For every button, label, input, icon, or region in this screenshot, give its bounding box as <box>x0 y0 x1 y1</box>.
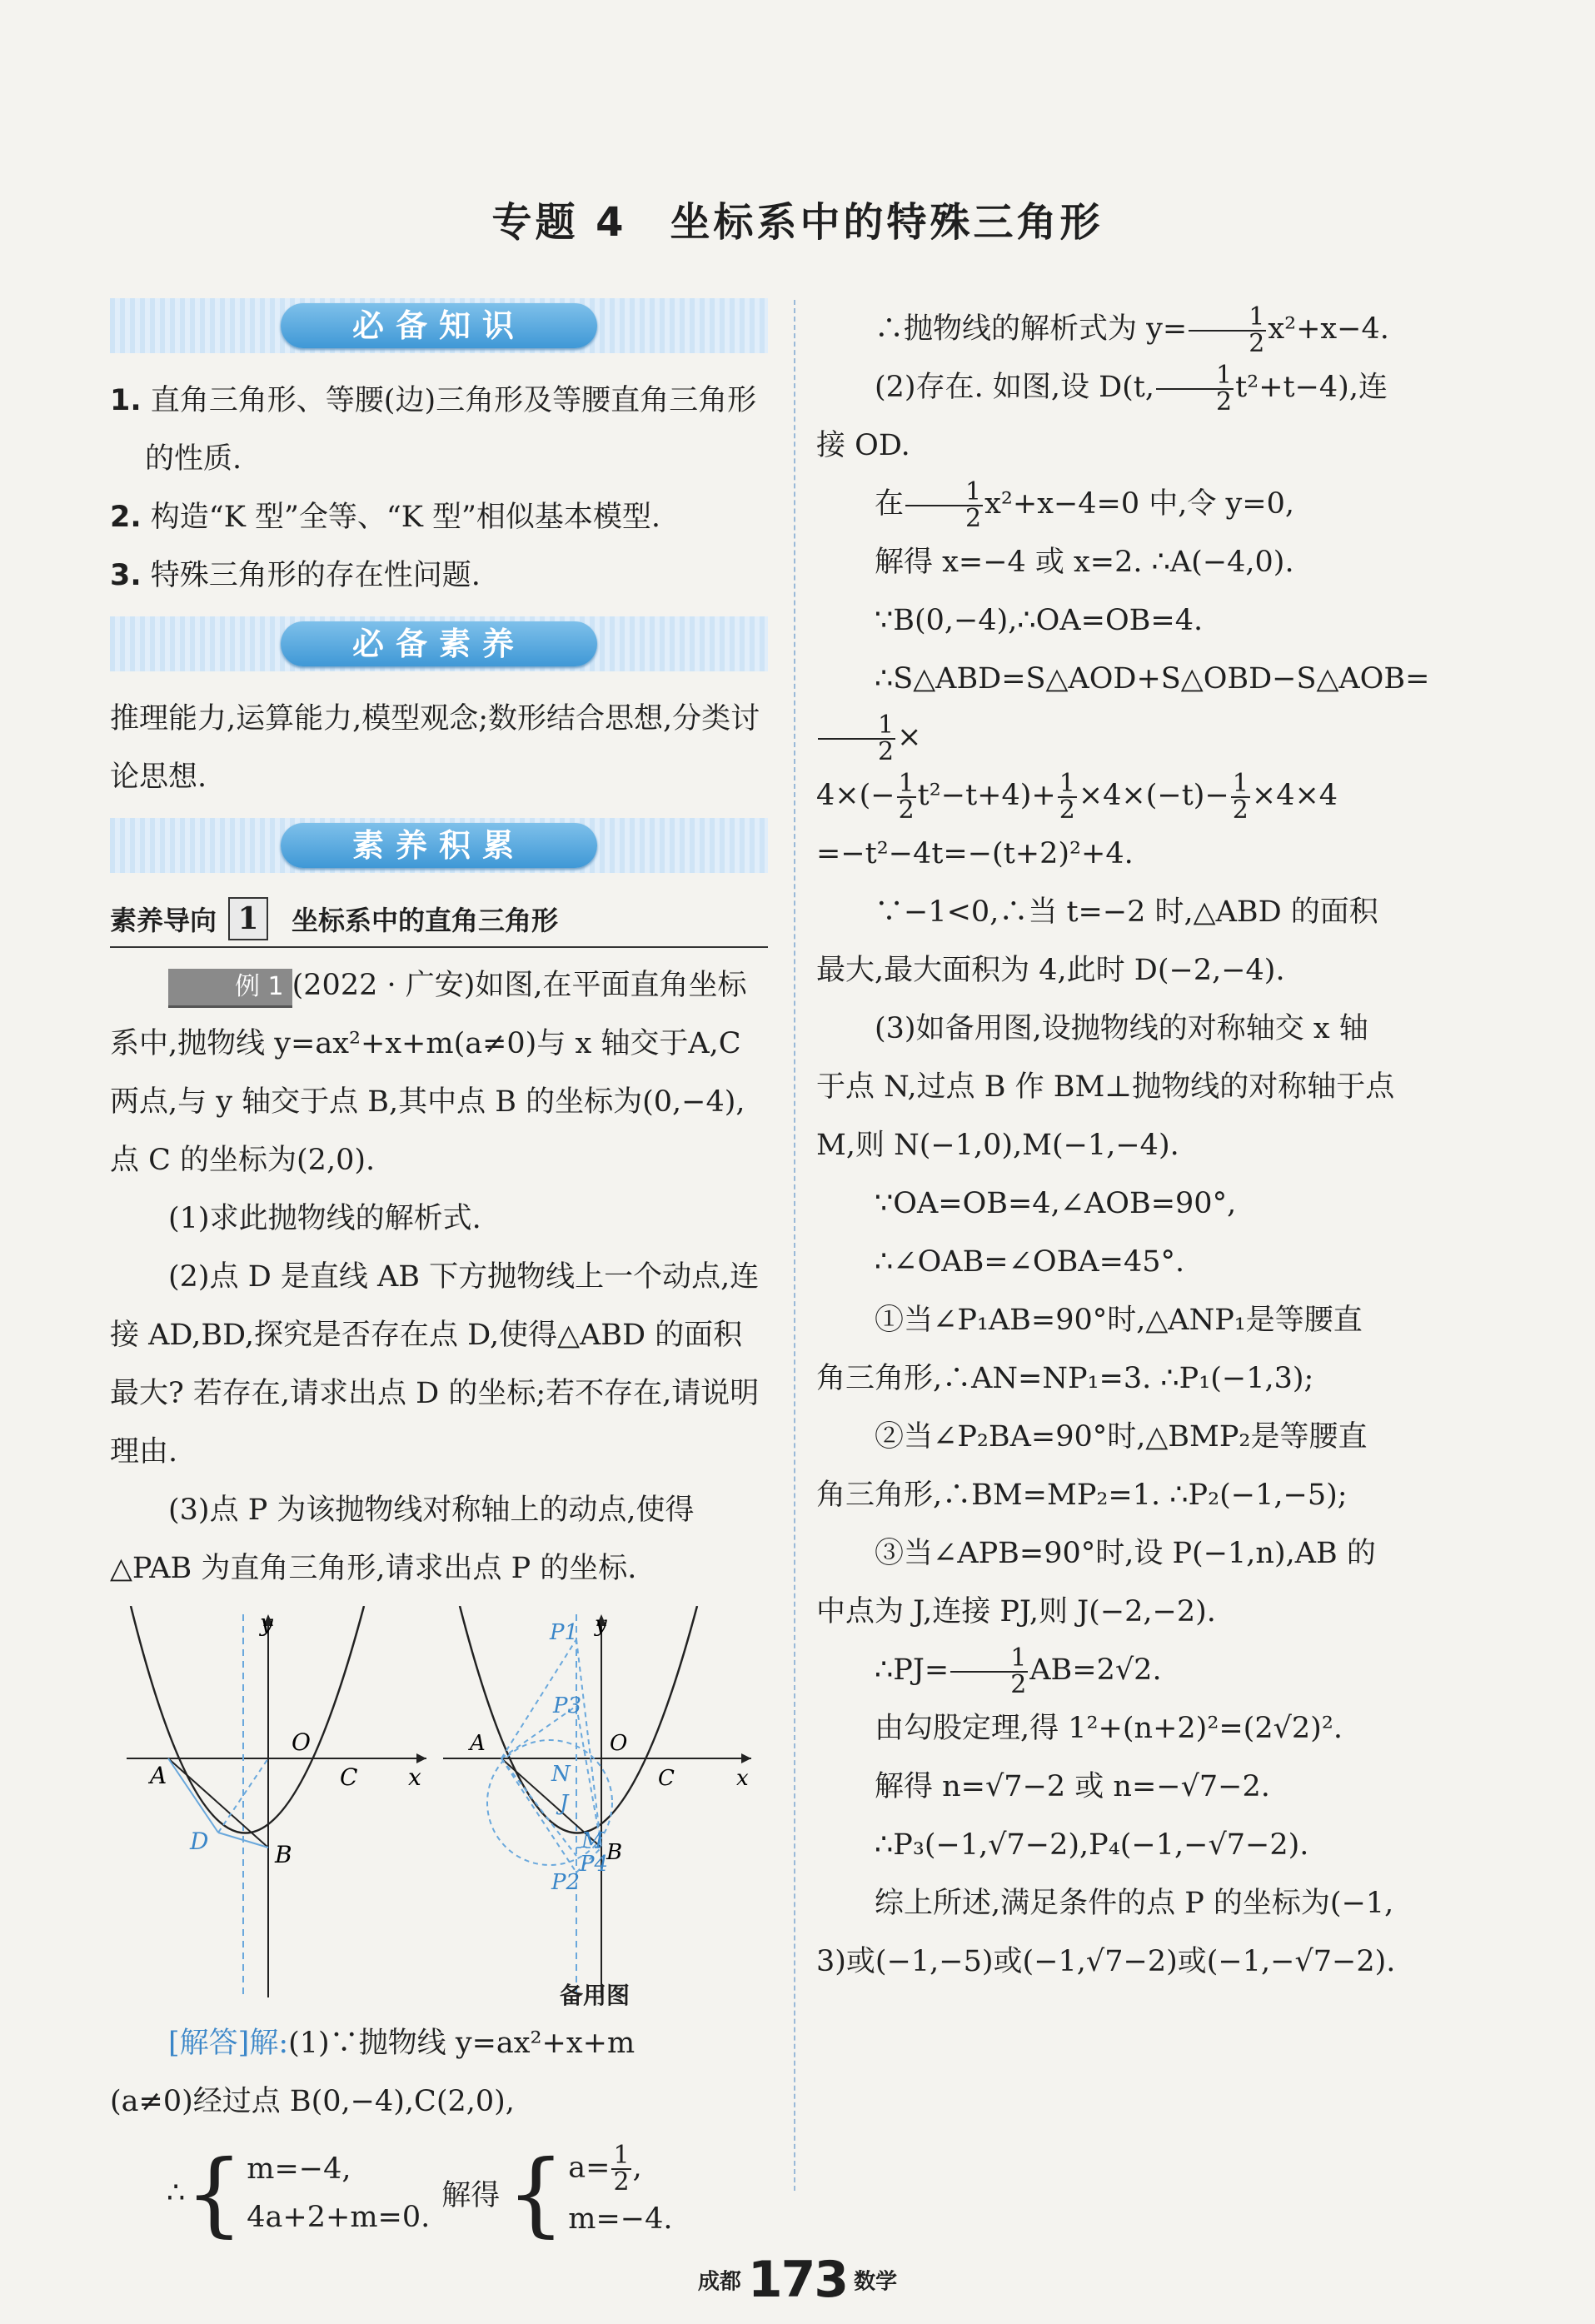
sol-line: 解得 x=−4 或 x=2. ∴A(−4,0). <box>875 546 1294 579</box>
fig2-label-M: M <box>581 1828 604 1853</box>
right-column <box>816 300 1483 1991</box>
answer-solve-label: 解: <box>249 2027 289 2060</box>
fraction-denominator: 2 <box>965 503 982 533</box>
sol-text: t²−t+4)+ <box>917 779 1056 812</box>
sol-text: ∴PJ= <box>875 1653 950 1687</box>
therefore-symbol: ∴ <box>167 2177 186 2210</box>
sol-text: t²+t−4),连 <box>1235 371 1388 404</box>
fraction <box>611 2143 631 2195</box>
banner-accumulation-label: 素养积累 <box>281 823 597 868</box>
sol-line: 中点为 J,连接 PJ,则 J(−2,−2). <box>816 1595 1216 1628</box>
guide-title: 坐标系中的直角三角形 <box>292 905 559 936</box>
equation-system <box>167 2131 768 2256</box>
fig2-label-O: O <box>610 1731 628 1756</box>
fig1-label-O: O <box>292 1728 311 1756</box>
sol-line: ∵B(0,−4),∴OA=OB=4. <box>875 604 1204 637</box>
fraction <box>818 710 895 766</box>
guide-label: 素养导向 <box>110 905 217 936</box>
fig1-label-C: C <box>340 1763 358 1791</box>
banner-knowledge <box>110 298 768 353</box>
sol-line: 解得 n=√7−2 或 n=−√7−2. <box>875 1770 1270 1803</box>
sol-text: 在 <box>875 487 905 521</box>
fig1-label-x: x <box>408 1763 421 1791</box>
figures <box>110 1598 768 2014</box>
knowledge-item <box>110 372 768 488</box>
fig1-label-A: A <box>150 1762 167 1789</box>
x-axis-arrow <box>741 1753 751 1763</box>
knowledge-item-number: 1. <box>110 384 142 417</box>
page-footer <box>0 2251 1595 2309</box>
footer-left: 成都 <box>697 2269 741 2295</box>
system-eq-1: m=−4, <box>247 2152 351 2186</box>
system-right <box>568 2143 672 2243</box>
figure-2 <box>443 1606 751 1997</box>
fig1-label-D: D <box>190 1828 209 1855</box>
fraction-denominator: 2 <box>878 736 895 766</box>
fig2-label-P1: P1 <box>550 1620 579 1645</box>
example-tag: 例 1 <box>168 969 292 1008</box>
knowledge-item-text: 直角三角形、等腰(边)三角形及等腰直角三角形的性质. <box>145 384 757 476</box>
fraction-numerator: 1 <box>898 768 915 798</box>
sol-line: ①当∠P₁AB=90°时,△ANP₁是等腰直 <box>875 1304 1363 1337</box>
knowledge-item-text: 构造“K 型”全等、“K 型”相似基本模型. <box>150 501 661 534</box>
fraction <box>1058 768 1077 825</box>
fig2-label-y: y <box>595 1612 607 1637</box>
knowledge-item <box>110 488 768 546</box>
figure-1 <box>127 1606 426 1997</box>
sol-text: × <box>897 721 922 754</box>
fraction-numerator: 1 <box>905 480 983 506</box>
fraction-denominator: 2 <box>613 2167 630 2197</box>
fig2-label-A: A <box>470 1731 486 1756</box>
sol-line: =−t²−4t=−(t+2)²+4. <box>816 837 1134 870</box>
sol-text: AB=2√2. <box>1029 1653 1162 1687</box>
sol-line: ②当∠P₂BA=90°时,△BMP₂是等腰直 <box>875 1420 1368 1454</box>
fraction <box>897 768 916 825</box>
answer-line-1-text: (1)∵抛物线 y=ax²+x+m <box>288 2027 636 2060</box>
example-q1: (1)求此抛物线的解析式. <box>168 1202 481 1235</box>
answer-line-2: (a≠0)经过点 B(0,−4),C(2,0), <box>110 2085 515 2118</box>
fraction <box>1189 302 1266 358</box>
banner-knowledge-label: 必备知识 <box>281 303 597 348</box>
left-brace-icon: { <box>506 2140 566 2247</box>
sol-line: ∵OA=OB=4,∠AOB=90°, <box>875 1187 1237 1220</box>
answer-tag: [解答] <box>168 2027 250 2060</box>
sol-line: ③当∠APB=90°时,设 P(−1,n),AB 的 <box>875 1537 1376 1570</box>
sol-line: M,则 N(−1,0),M(−1,−4). <box>816 1129 1179 1162</box>
x-axis-arrow <box>416 1753 426 1763</box>
fraction <box>1231 768 1250 825</box>
figure-caption: 备用图 <box>560 1982 631 2009</box>
system-sol-1: a= $\frac{1}{2}$ , <box>568 2141 642 2197</box>
fraction-denominator: 2 <box>1249 328 1265 358</box>
fig2-label-B: B <box>606 1840 623 1865</box>
banner-accumulation <box>110 818 768 873</box>
sol-line <box>816 766 1483 825</box>
sol-text: (2)存在. 如图,设 D(t, <box>875 371 1154 404</box>
fig1-label-y: y <box>260 1609 273 1637</box>
sol-line: 接 OD. <box>816 429 910 462</box>
fraction <box>950 1643 1028 1699</box>
knowledge-item-number: 2. <box>110 501 142 534</box>
segment-BP3 <box>576 1706 601 1848</box>
fig2-label-P4: P4 <box>580 1852 609 1877</box>
fraction-numerator: 1 <box>950 1646 1028 1673</box>
fraction <box>1156 360 1234 416</box>
left-column <box>110 292 768 2256</box>
guide-heading <box>110 891 768 948</box>
sol-line: ∴∠OAB=∠OBA=45°. <box>875 1245 1185 1279</box>
sol-line <box>816 300 1483 358</box>
knowledge-item <box>110 546 768 605</box>
sol-line: 综上所述,满足条件的点 P 的坐标为(−1, <box>875 1887 1394 1920</box>
example-q2: (2)点 D 是直线 AB 下方抛物线上一个动点,连接 AD,BD,探究是否存在点 D,使得△ABD 的面积最大? 若存在,请求出点 D 的坐标;若不存在,请说明理由. <box>110 1260 760 1469</box>
answer-line-1 <box>110 2014 768 2072</box>
segment-BP1 <box>576 1639 601 1848</box>
fig2-label-P2: P2 <box>551 1870 581 1895</box>
fig2-label-J: J <box>560 1791 569 1816</box>
parabola <box>131 1606 364 1833</box>
sol-line: 3)或(−1,−5)或(−1,√7−2)或(−1,−√7−2). <box>816 1945 1396 1978</box>
fraction-numerator: 1 <box>1059 768 1075 798</box>
sol-line <box>816 475 1483 533</box>
knowledge-item-text: 特殊三角形的存在性问题. <box>150 559 481 592</box>
literacy-text: 推理能力,运算能力,模型观念;数形结合思想,分类讨论思想. <box>110 702 760 794</box>
system-eq-2: 4a+2+m=0. <box>247 2201 431 2234</box>
sol-text: ∴S△ABD=S△AOD+S△OBD−S△AOB= <box>875 662 1430 696</box>
solve-word: 解得 <box>441 2179 501 2212</box>
fraction-numerator: 1 <box>1189 305 1266 332</box>
system-sol-2: m=−4. <box>568 2202 673 2236</box>
fraction-numerator: 1 <box>818 713 895 740</box>
fig2-label-x: x <box>736 1766 749 1791</box>
fig2-label-N: N <box>551 1762 571 1787</box>
fraction-numerator: 1 <box>1156 363 1234 390</box>
knowledge-item-number: 3. <box>110 559 142 592</box>
system-left <box>247 2145 430 2242</box>
sol-line: 由勾股定理,得 1²+(n+2)²=(2√2)². <box>875 1712 1343 1745</box>
fraction-numerator: 1 <box>613 2141 630 2170</box>
left-brace-icon: { <box>185 2140 244 2247</box>
fig2-label-C: C <box>658 1766 675 1791</box>
parabola-figures <box>110 1606 768 2022</box>
sol-line: ∴P₃(−1,√7−2),P₄(−1,−√7−2). <box>875 1828 1309 1862</box>
sol-line <box>816 1641 1483 1699</box>
sol-line <box>816 650 1483 766</box>
page-number: 173 <box>747 2251 848 2309</box>
fraction <box>905 476 983 533</box>
fraction-denominator: 2 <box>1010 1669 1027 1699</box>
example-intro-text: (2022 · 广安)如图,在平面直角坐标系中,抛物线 y=ax²+x+m(a≠0)与 x 轴交于A,C 两点,与 y 轴交于点 B,其中点 B 的坐标为(0,−4),点 C 的坐标为(2,0). <box>110 969 747 1177</box>
sol-line: 最大,最大面积为 4,此时 D(−2,−4). <box>816 954 1285 987</box>
sol-line: 于点 N,过点 B 作 BM⊥抛物线的对称轴于点 <box>816 1070 1395 1104</box>
sol-text: ×4×(−t)− <box>1078 779 1229 812</box>
footer-right: 数学 <box>854 2269 898 2295</box>
fraction-denominator: 2 <box>1059 795 1075 825</box>
example-q3: (3)点 P 为该抛物线对称轴上的动点,使得△PAB 为直角三角形,请求出点 P 的坐标. <box>110 1494 695 1585</box>
sol-line: 角三角形,∴BM=MP₂=1. ∴P₂(−1,−5); <box>816 1479 1348 1512</box>
fig1-label-B: B <box>275 1841 292 1868</box>
sol-text: 4×(− <box>816 779 895 812</box>
sol-text: x²+x−4=0 中,令 y=0, <box>984 487 1295 521</box>
sol-text: ×4×4 <box>1251 779 1338 812</box>
segment-AB <box>168 1758 268 1848</box>
sol-line <box>816 358 1483 416</box>
example-intro <box>110 956 768 1189</box>
sol-line: (3)如备用图,设抛物线的对称轴交 x 轴 <box>875 1012 1368 1045</box>
banner-literacy <box>110 616 768 671</box>
fraction-denominator: 2 <box>1216 387 1233 416</box>
sol-text: ∴抛物线的解析式为 y= <box>875 312 1188 346</box>
fig2-label-P3: P3 <box>553 1693 582 1718</box>
guide-number: 1 <box>228 897 268 940</box>
sol-text: x²+x−4. <box>1268 312 1389 346</box>
fraction-denominator: 2 <box>1232 795 1249 825</box>
fraction-denominator: 2 <box>898 795 915 825</box>
banner-literacy-label: 必备素养 <box>281 621 597 666</box>
sol-line: 角三角形,∴AN=NP₁=3. ∴P₁(−1,3); <box>816 1362 1314 1395</box>
fraction-numerator: 1 <box>1232 768 1249 798</box>
column-divider <box>794 300 795 2191</box>
page-title: 专题 4 坐标系中的特殊三角形 <box>491 199 1104 246</box>
sol-line: ∵−1<0,∴当 t=−2 时,△ABD 的面积 <box>875 895 1378 929</box>
